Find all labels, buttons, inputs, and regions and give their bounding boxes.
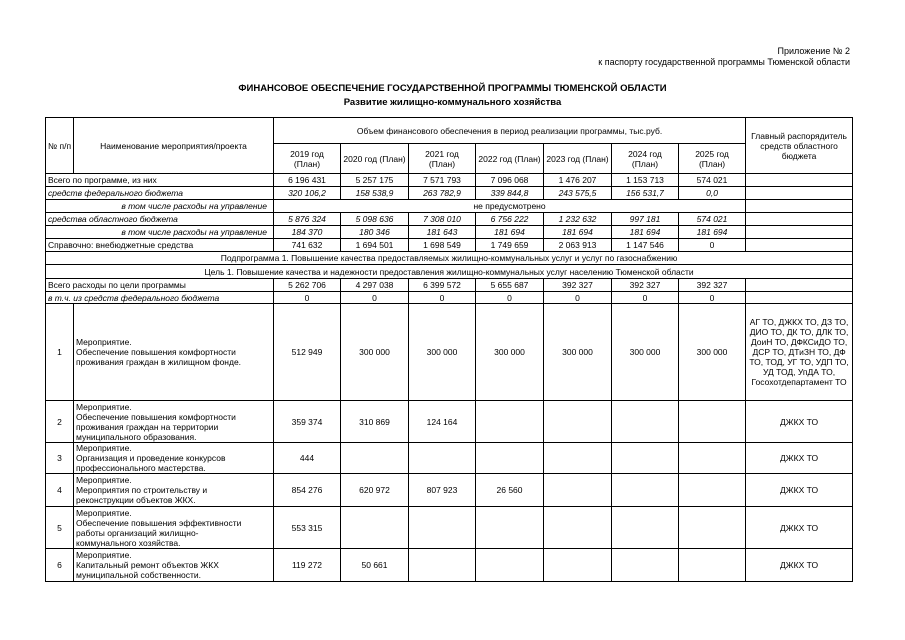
summary-value: 184 370 bbox=[274, 226, 341, 239]
item-value bbox=[544, 549, 612, 582]
item-name-line: Мероприятие. bbox=[76, 550, 132, 560]
table-row bbox=[46, 474, 853, 507]
item-number: 2 bbox=[46, 401, 74, 443]
item-name-line: работы организаций жилищно- bbox=[76, 527, 199, 538]
item-manager: АГ ТО, ДЖКХ ТО, ДЗ ТО, ДИО ТО, ДК ТО, ДЛК ТО, ДоиН ТО, ДФКСиДО ТО, ДСР ТО, ДТиЗН ТО, ДФ ТО, ТОД, УГ ТО, УДП ТО, УД ТОД, УпДА ТО, Госохотдепартамент ТО bbox=[746, 304, 853, 401]
item-value bbox=[476, 549, 544, 582]
item-value: 300 000 bbox=[341, 304, 409, 401]
summary-value: 158 538,9 bbox=[341, 187, 409, 200]
item-number: 3 bbox=[46, 443, 74, 474]
goal-total-label: Всего расходы по цели программы bbox=[46, 279, 274, 292]
goal-total-value: 6 399 572 bbox=[409, 279, 476, 292]
item-value bbox=[612, 549, 679, 582]
item-name bbox=[74, 507, 274, 549]
item-value bbox=[612, 443, 679, 474]
item-value bbox=[341, 507, 409, 549]
goal-federal-value: 0 bbox=[476, 292, 544, 304]
item-name-line: Обеспечение повышения комфортности bbox=[76, 411, 236, 422]
item-value bbox=[679, 549, 746, 582]
header-year: 2022 год (План) bbox=[476, 144, 544, 174]
item-name-line: коммунального хозяйства. bbox=[76, 537, 181, 548]
item-number: 1 bbox=[46, 304, 74, 401]
header-year: 2023 год (План) bbox=[544, 144, 612, 174]
header-year: 2020 год (План) bbox=[341, 144, 409, 174]
goal-total-empty bbox=[746, 279, 853, 292]
item-value bbox=[544, 474, 612, 507]
item-value bbox=[476, 401, 544, 443]
table-row bbox=[46, 549, 853, 582]
summary-value: 1 749 659 bbox=[476, 239, 544, 252]
goal-total-value: 5 655 687 bbox=[476, 279, 544, 292]
summary-value: 156 531,7 bbox=[612, 187, 679, 200]
item-name bbox=[74, 474, 274, 507]
item-manager: ДЖКХ ТО bbox=[746, 443, 853, 474]
header-name: Наименование мероприятия/проекта bbox=[74, 118, 274, 174]
item-value: 807 923 bbox=[409, 474, 476, 507]
item-value: 620 972 bbox=[341, 474, 409, 507]
summary-label: средства областного бюджета bbox=[46, 213, 274, 226]
table-row bbox=[46, 226, 853, 239]
table-row bbox=[46, 292, 853, 304]
finance-table bbox=[45, 117, 853, 582]
item-manager: ДЖКХ ТО bbox=[746, 507, 853, 549]
item-value bbox=[476, 443, 544, 474]
header-year: 2024 год (План) bbox=[612, 144, 679, 174]
summary-value: 181 643 bbox=[409, 226, 476, 239]
item-value bbox=[409, 549, 476, 582]
summary-label: Справочно: внебюджетные средства bbox=[46, 239, 274, 252]
table-row bbox=[46, 252, 853, 265]
summary-value: 5 876 324 bbox=[274, 213, 341, 226]
summary-merged: не предусмотрено bbox=[274, 200, 746, 213]
goal-federal-empty bbox=[746, 292, 853, 304]
item-value bbox=[544, 401, 612, 443]
goal-total-value: 4 297 038 bbox=[341, 279, 409, 292]
header-year: 2019 год (План) bbox=[274, 144, 341, 174]
item-value bbox=[679, 507, 746, 549]
item-value bbox=[409, 443, 476, 474]
item-name bbox=[74, 443, 274, 474]
summary-value: 997 181 bbox=[612, 213, 679, 226]
table-row bbox=[46, 401, 853, 443]
summary-value: 1 147 546 bbox=[612, 239, 679, 252]
summary-value: 5 098 636 bbox=[341, 213, 409, 226]
header-manager: Главный распорядитель средств областного бюджета bbox=[746, 118, 853, 174]
item-value: 444 bbox=[274, 443, 341, 474]
table-row bbox=[46, 443, 853, 474]
item-value: 310 869 bbox=[341, 401, 409, 443]
item-name-line: муниципальной собственности. bbox=[76, 570, 202, 580]
summary-value: 6 196 431 bbox=[274, 174, 341, 187]
summary-empty bbox=[746, 200, 853, 213]
item-name-line: Мероприятие. bbox=[76, 401, 132, 412]
table-row bbox=[46, 507, 853, 549]
item-name-line: Мероприятие. bbox=[76, 507, 132, 518]
summary-value: 7 096 068 bbox=[476, 174, 544, 187]
item-value: 124 164 bbox=[409, 401, 476, 443]
goal-total-value: 392 327 bbox=[544, 279, 612, 292]
item-value bbox=[409, 507, 476, 549]
goal-federal-value: 0 bbox=[544, 292, 612, 304]
summary-value: 243 575,5 bbox=[544, 187, 612, 200]
item-name bbox=[74, 549, 274, 582]
item-name bbox=[74, 401, 274, 443]
summary-label: в том числе расходы на управление bbox=[46, 226, 274, 239]
summary-value: 181 694 bbox=[612, 226, 679, 239]
item-number: 6 bbox=[46, 549, 74, 582]
item-name-line: Организация и проведение конкурсов bbox=[76, 453, 226, 463]
item-value: 300 000 bbox=[476, 304, 544, 401]
goal-total-value: 392 327 bbox=[679, 279, 746, 292]
table-row bbox=[46, 265, 853, 279]
summary-value: 180 346 bbox=[341, 226, 409, 239]
summary-value: 2 063 913 bbox=[544, 239, 612, 252]
item-value bbox=[679, 474, 746, 507]
summary-value: 1 476 207 bbox=[544, 174, 612, 187]
summary-value: 7 308 010 bbox=[409, 213, 476, 226]
goal-total-value: 5 262 706 bbox=[274, 279, 341, 292]
header-year: 2025 год (План) bbox=[679, 144, 746, 174]
item-value bbox=[612, 401, 679, 443]
item-value: 553 315 bbox=[274, 507, 341, 549]
table-row bbox=[46, 279, 853, 292]
item-value: 300 000 bbox=[409, 304, 476, 401]
summary-value: 574 021 bbox=[679, 174, 746, 187]
goal-total-value: 392 327 bbox=[612, 279, 679, 292]
item-value: 50 661 bbox=[341, 549, 409, 582]
header-year: 2021 год (План) bbox=[409, 144, 476, 174]
goal-federal-value: 0 bbox=[679, 292, 746, 304]
subprogram-title: Подпрограмма 1. Повышение качества предоставляемых жилищно-коммунальных услуг и услуг по газоснабжению bbox=[46, 252, 853, 265]
summary-value: 181 694 bbox=[544, 226, 612, 239]
goal-federal-label: в т.ч. из средств федерального бюджета bbox=[46, 292, 274, 304]
goal-federal-value: 0 bbox=[612, 292, 679, 304]
summary-value: 5 257 175 bbox=[341, 174, 409, 187]
goal-title: Цель 1. Повышение качества и надежности предоставления жилищно-коммунальных услуг населению Тюменской области bbox=[46, 265, 853, 279]
item-value: 300 000 bbox=[544, 304, 612, 401]
item-name-line: Мероприятие. bbox=[76, 475, 132, 485]
summary-empty bbox=[746, 174, 853, 187]
item-value: 26 560 bbox=[476, 474, 544, 507]
item-value: 854 276 bbox=[274, 474, 341, 507]
item-value bbox=[476, 507, 544, 549]
table-row bbox=[46, 200, 853, 213]
item-value bbox=[544, 507, 612, 549]
annex-line-1: Приложение № 2 bbox=[777, 46, 850, 56]
item-name-line: Обеспечение повышения эффективности bbox=[76, 517, 242, 528]
item-value bbox=[341, 443, 409, 474]
summary-value: 6 756 222 bbox=[476, 213, 544, 226]
summary-value: 0,0 bbox=[679, 187, 746, 200]
table-row bbox=[46, 187, 853, 200]
summary-value: 574 021 bbox=[679, 213, 746, 226]
annex-note bbox=[598, 46, 850, 68]
summary-value: 181 694 bbox=[679, 226, 746, 239]
summary-value: 263 782,9 bbox=[409, 187, 476, 200]
item-manager: ДЖКХ ТО bbox=[746, 474, 853, 507]
summary-empty bbox=[746, 187, 853, 200]
summary-value: 7 571 793 bbox=[409, 174, 476, 187]
item-value: 300 000 bbox=[679, 304, 746, 401]
item-name-line: Обеспечение повышения комфортности bbox=[76, 347, 236, 357]
item-name-line: реконструкции объектов ЖКХ. bbox=[76, 495, 196, 505]
item-name-line: проживания граждан на территории bbox=[76, 421, 219, 432]
summary-empty bbox=[746, 226, 853, 239]
summary-value: 320 106,2 bbox=[274, 187, 341, 200]
item-value: 359 374 bbox=[274, 401, 341, 443]
summary-value: 1 698 549 bbox=[409, 239, 476, 252]
item-manager: ДЖКХ ТО bbox=[746, 401, 853, 443]
item-value bbox=[679, 443, 746, 474]
item-name-line: профессионального мастерства. bbox=[76, 463, 206, 473]
summary-value: 339 844,8 bbox=[476, 187, 544, 200]
item-value bbox=[612, 507, 679, 549]
item-value: 300 000 bbox=[612, 304, 679, 401]
summary-value: 0 bbox=[679, 239, 746, 252]
goal-federal-value: 0 bbox=[274, 292, 341, 304]
item-value bbox=[679, 401, 746, 443]
table-row bbox=[46, 304, 853, 401]
header-volume: Объем финансового обеспечения в период реализации программы, тыс.руб. bbox=[274, 118, 746, 144]
item-name-line: проживания граждан в жилищном фонде. bbox=[76, 357, 242, 367]
summary-value: 741 632 bbox=[274, 239, 341, 252]
table-row bbox=[46, 174, 853, 187]
item-name-line: муниципального образования. bbox=[76, 431, 197, 442]
summary-empty bbox=[746, 239, 853, 252]
annex-line-2: к паспорту государственной программы Тюменской области bbox=[598, 57, 850, 67]
goal-federal-value: 0 bbox=[409, 292, 476, 304]
item-manager: ДЖКХ ТО bbox=[746, 549, 853, 582]
summary-value: 1 694 501 bbox=[341, 239, 409, 252]
item-name-line: Мероприятие. bbox=[76, 443, 132, 453]
item-value bbox=[544, 443, 612, 474]
summary-empty bbox=[746, 213, 853, 226]
item-number: 4 bbox=[46, 474, 74, 507]
table-row bbox=[46, 213, 853, 226]
item-name-line: Мероприятие. bbox=[76, 337, 132, 347]
item-name-line: Капитальный ремонт объектов ЖКХ bbox=[76, 560, 219, 570]
summary-value: 181 694 bbox=[476, 226, 544, 239]
summary-value: 1 232 632 bbox=[544, 213, 612, 226]
item-value bbox=[612, 474, 679, 507]
summary-value: 1 153 713 bbox=[612, 174, 679, 187]
summary-label: Всего по программе, из них bbox=[46, 174, 274, 187]
table-row bbox=[46, 239, 853, 252]
doc-subtitle: Развитие жилищно-коммунального хозяйства bbox=[343, 97, 562, 108]
item-value: 119 272 bbox=[274, 549, 341, 582]
item-name-line: Мероприятия по строительству и bbox=[76, 485, 208, 495]
item-value: 512 949 bbox=[274, 304, 341, 401]
doc-title: ФИНАНСОВОЕ ОБЕСПЕЧЕНИЕ ГОСУДАРСТВЕННОЙ ПРОГРАММЫ ТЮМЕНСКОЙ ОБЛАСТИ bbox=[238, 83, 667, 94]
header-num: № п/п bbox=[46, 118, 74, 174]
summary-label: средств федерального бюджета bbox=[46, 187, 274, 200]
item-name bbox=[74, 304, 274, 401]
item-number: 5 bbox=[46, 507, 74, 549]
goal-federal-value: 0 bbox=[341, 292, 409, 304]
summary-label: в том числе расходы на управление bbox=[46, 200, 274, 213]
